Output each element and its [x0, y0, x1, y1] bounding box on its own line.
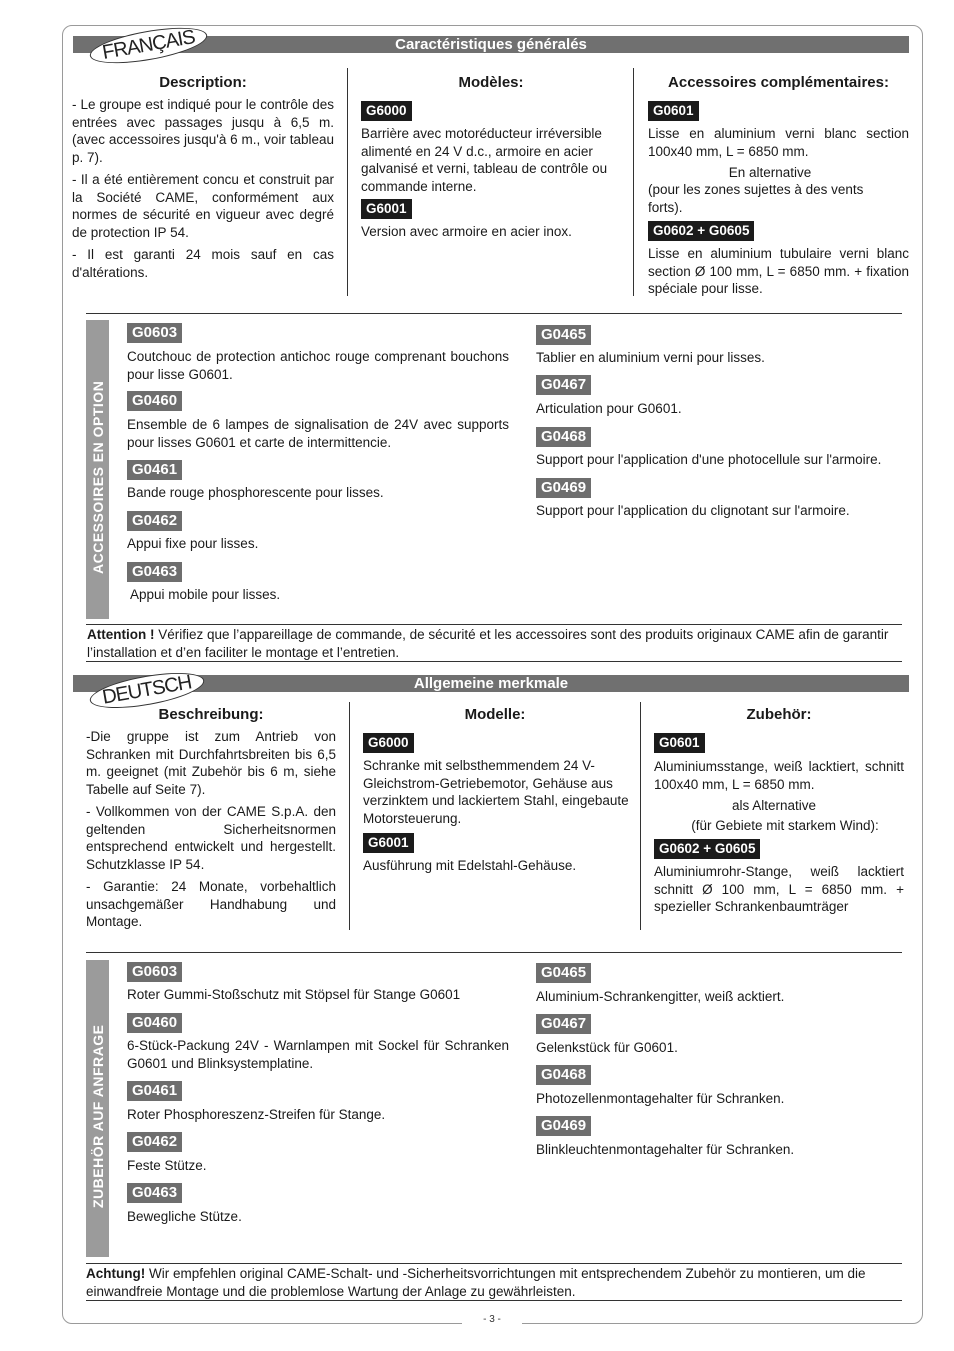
- option-text: Support pour l'application du clignotant sur l'armoire.: [536, 503, 850, 518]
- accessories-title-de: Zubehör:: [746, 706, 812, 723]
- option-text: Articulation pour G0601.: [536, 401, 682, 416]
- option-code: G0603: [127, 323, 182, 343]
- option-code: G0463: [127, 1183, 182, 1203]
- description-title-fr: Description:: [159, 74, 247, 91]
- option-text: Bande rouge phosphorescente pour lisses.: [127, 485, 384, 500]
- option-code: G0460: [127, 1013, 182, 1033]
- column-divider: [349, 702, 350, 930]
- option-code: G0603: [127, 962, 182, 982]
- description-para: - Garantie: 24 Monate, vorbehaltlich unsachgemäßer Handhabung und Montage.: [86, 879, 336, 929]
- option-code: G0469: [536, 1116, 591, 1136]
- section-rule: [86, 313, 902, 314]
- option-code: G0468: [536, 1065, 591, 1085]
- page-number-text: - 3 -: [483, 1314, 501, 1325]
- option-code: G0469: [536, 478, 591, 498]
- option-text: Roter Phosphoreszenz-Streifen für Stange.: [127, 1107, 386, 1122]
- description-para: -Die gruppe ist zum Antrieb von Schranken mit Durchfahrtsbreiten bis 6,5 m. geeignet (mit Zubehör bis 6 m, siehe Tabelle auf Seite 7).: [86, 729, 336, 797]
- option-text: Feste Stütze.: [127, 1158, 207, 1173]
- attention-note-de: [86, 1265, 902, 1300]
- model-text-g6001: Ausführung mit Edelstahl-Gehäuse.: [363, 858, 577, 873]
- page-number: [462, 1313, 522, 1327]
- attention-text: Vérifiez que l’appareillage de commande, de sécurité et les accessoires sont des produits originaux CAME afin de garantir l’installation et d’en faciliter le montage et l’entretien.: [87, 627, 889, 660]
- column-divider: [640, 702, 641, 930]
- language-badge-de: DEUTSCH: [87, 666, 206, 715]
- model-code-g6000: G6000: [361, 101, 412, 121]
- option-code: G0462: [127, 511, 182, 531]
- model-text-g6001: Version avec armoire en acier inox.: [361, 224, 572, 239]
- alternative-note: (für Gebiete mit starkem Wind):: [691, 818, 879, 833]
- section-rule: [86, 952, 902, 953]
- option-text: Appui fixe pour lisses.: [127, 536, 259, 551]
- section-rule: [86, 624, 902, 625]
- accessory-text-g0602: Aluminiumrohr-Stange, weiß lacktiert schnitt Ø 100 mm, L = 6850 mm. + spezieller Schrankenbaumträger: [654, 864, 904, 914]
- section-rule: [86, 661, 902, 662]
- option-code: G0467: [536, 1014, 591, 1034]
- section-title-fr: Caractéristiques généralés: [395, 36, 587, 53]
- description-title-de: Beschreibung:: [158, 706, 264, 723]
- option-text: Support pour l'application d'une photocellule sur l'armoire.: [536, 452, 882, 467]
- option-text: Roter Gummi-Stoßschutz mit Stöpsel für Stange G0601: [127, 987, 461, 1002]
- model-code-g6001: G6001: [363, 833, 414, 853]
- column-divider: [347, 68, 348, 296]
- attention-label: Attention !: [87, 627, 155, 642]
- models-title-de: Modelle:: [464, 706, 526, 723]
- models-title-fr: Modèles:: [458, 74, 524, 91]
- description-para: - Il est garanti 24 mois sauf en cas d'altérations.: [72, 247, 334, 280]
- option-text: Ensemble de 6 lampes de signalisation de 24V avec supports pour lisses G0601 et carte de intermittencie.: [127, 417, 509, 450]
- attention-label: Achtung!: [86, 1266, 146, 1281]
- model-code-g6000: G6000: [363, 733, 414, 753]
- option-code: G0467: [536, 375, 591, 395]
- attention-text: Wir empfehlen original CAME-Schalt- und -Sicherheitsvorrichtungen mit entsprechendem Zubehör zu montieren, um die einwandfreie Montage und die problemlose Wartung der Anlage zu gewährleisten.: [86, 1266, 866, 1299]
- alternative-label: En alternative: [728, 165, 812, 180]
- accessory-code-g0601: G0601: [654, 733, 705, 753]
- model-text-g6000: Schranke mit selbsthemmendem 24 V-Gleichstrom-Getriebemotor, Gehäuse aus verzinktem und lackiertem Stahl, eingebaute Motorsteuerung.: [363, 758, 629, 826]
- alternative-label: als Alternative: [731, 798, 817, 813]
- description-para: - Il a été entièrement concu et construit par la Société CAME, conformément aux normes de sécurité en vigueur avec degré de protection IP 54.: [72, 172, 334, 240]
- option-text: Photozellenmontagehalter für Schranken.: [536, 1091, 785, 1106]
- accessory-text-g0601: Lisse en aluminium verni blanc section 100x40 mm, L = 6850 mm.: [648, 126, 909, 159]
- option-text: Blinkleuchtenmontagehalter für Schranken.: [536, 1142, 795, 1157]
- accessory-code-g0602: G0602 + G0605: [648, 221, 754, 241]
- description-text-de: [86, 728, 336, 936]
- section-rule: [86, 1300, 902, 1301]
- option-code: G0461: [127, 460, 182, 480]
- option-code: G0468: [536, 427, 591, 447]
- option-text: Coutchouc de protection antichoc rouge comprenant bouchons pour lisse G0601.: [127, 349, 509, 382]
- option-code: G0465: [536, 963, 591, 983]
- alternative-note: (pour les zones sujettes à des vents forts).: [648, 182, 864, 215]
- option-code: G0460: [127, 391, 182, 411]
- section-rule: [86, 1263, 902, 1264]
- option-code: G0461: [127, 1081, 182, 1101]
- accessory-code-g0602: G0602 + G0605: [654, 839, 760, 859]
- description-para: - Le groupe est indiqué pour le contrôle des entrées avec passages jusqu à 6,5 m. (avec accessoires jusqu'à 6 m., voir tableau p. 7).: [72, 97, 334, 165]
- option-code: G0465: [536, 325, 591, 345]
- description-para: - Vollkommen von der CAME S.p.A. den geltenden Sicherheitsnormen entsprechend entwickelt und hergestellt. Schutzklasse IP 54.: [86, 804, 336, 872]
- language-badge-fr: FRANÇAIS: [87, 21, 209, 70]
- accessory-code-g0601: G0601: [648, 101, 699, 121]
- option-code: G0462: [127, 1132, 182, 1152]
- accessory-text-g0601: Aluminiumsstange, weiß lacktiert, schnitt 100x40 mm, L = 6850 mm.: [654, 759, 904, 792]
- accessories-title-fr: Accessoires complémentaires:: [668, 74, 889, 91]
- accessory-text-g0602: Lisse en aluminium tubulaire verni blanc section Ø 100 mm, L = 6850 mm. + fixation spéciale pour lisse.: [648, 246, 909, 296]
- model-text-g6000: Barrière avec motoréducteur irréversible alimenté en 24 V d.c., armoire en acier galvanisé et verni, tableau de contrôle ou commande interne.: [361, 126, 608, 194]
- options-side-label-de: ZUBEHÖR AUF ANFRAGE: [90, 1024, 106, 1208]
- option-text: 6-Stück-Packung 24V - Warnlampen mit Sockel für Schranken G0601 und Blinksystemplatine.: [127, 1038, 509, 1071]
- column-divider: [633, 68, 634, 296]
- option-text: Aluminium-Schrankengitter, weiß acktiert.: [536, 989, 785, 1004]
- option-code: G0463: [127, 562, 182, 582]
- option-text: Gelenkstück für G0601.: [536, 1040, 678, 1055]
- model-code-g6001: G6001: [361, 199, 412, 219]
- options-side-label-fr: ACCESSOIRES EN OPTION: [90, 380, 106, 574]
- attention-note-fr: [87, 626, 902, 661]
- section-title-de: Allgemeine merkmale: [413, 675, 569, 692]
- option-text: Tablier en aluminium verni pour lisses.: [536, 350, 765, 365]
- option-text: Appui mobile pour lisses.: [127, 587, 281, 602]
- option-text: Bewegliche Stütze.: [127, 1209, 242, 1224]
- description-text-fr: [72, 96, 334, 286]
